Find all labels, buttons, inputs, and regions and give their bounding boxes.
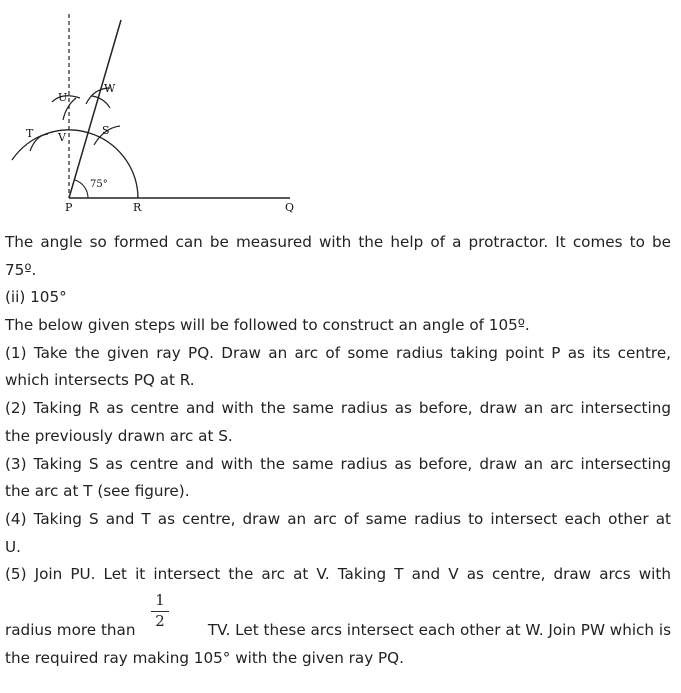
step-line: (5) Join PU. Let it intersect the arc at V. Taking T and V as centre, draw arcs with [5, 565, 671, 584]
paragraph-line: The below given steps will be followed to construct an angle of 105º. [5, 316, 530, 335]
label-r: R [133, 201, 142, 214]
section-heading: (ii) 105° [5, 288, 67, 307]
paragraph-line: 75º. [5, 260, 37, 279]
construction-figure [0, 0, 320, 222]
step-line: which intersects PQ at R. [5, 371, 195, 390]
label-angle: 75° [90, 179, 108, 190]
label-s: S [102, 124, 110, 137]
step-text-after-fraction: TV. Let these arcs intersect each other at W. Join PW which is [207, 621, 671, 640]
step-line: (3) Taking S as centre and with the same radius as before, draw an arc intersecting [5, 454, 671, 473]
fraction-numerator: 1 [155, 590, 165, 609]
step-line: (1) Take the given ray PQ. Draw an arc of some radius taking point P as its centre, [5, 343, 671, 362]
step-line-with-fraction [5, 589, 671, 645]
label-t: T [26, 127, 34, 140]
label-v: V [58, 131, 66, 144]
arc-w-2 [92, 96, 110, 108]
angle-arc [75, 180, 88, 198]
label-u: U [58, 91, 68, 104]
label-w: W [104, 82, 116, 95]
step-line: (4) Taking S and T as centre, draw an arc of same radius to intersect each other at [5, 509, 671, 528]
label-p: P [65, 201, 73, 214]
ray-pw [69, 20, 121, 198]
text-block [5, 229, 671, 673]
step-line: the required ray making 105° with the given ray PQ. [5, 648, 404, 667]
step-line: (2) Taking R as centre and with the same radius as before, draw an arc intersecting [5, 399, 671, 418]
fraction-denominator: 2 [155, 611, 165, 630]
step-text-before-fraction: radius more than [5, 621, 136, 640]
label-q: Q [285, 201, 295, 214]
main-arc [12, 130, 138, 198]
step-line: U. [5, 537, 21, 556]
step-line: the previously drawn arc at S. [5, 426, 233, 445]
paragraph-line: The angle so formed can be measured with the help of a protractor. It comes to be [5, 233, 671, 251]
step-line: the arc at T (see figure). [5, 482, 190, 501]
